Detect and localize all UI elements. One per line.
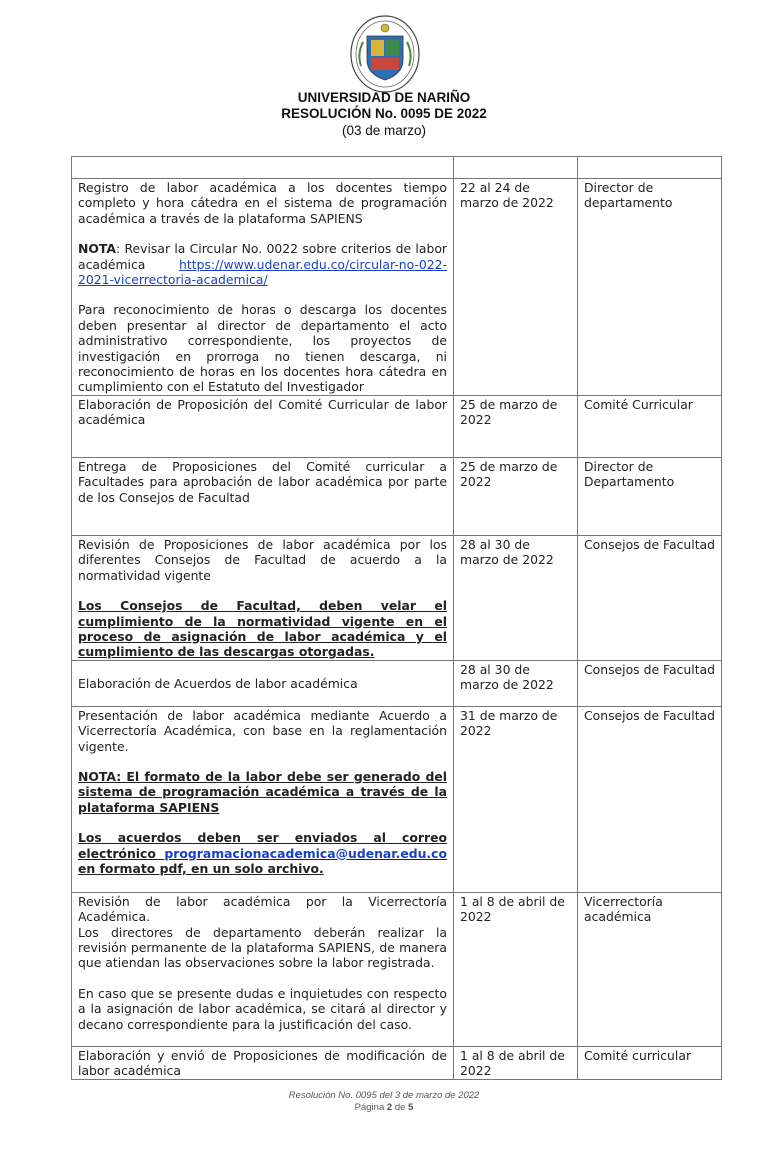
table-row — [72, 395, 722, 457]
date-cell: 31 de marzo de 2022 — [454, 706, 578, 892]
page-word: Página — [354, 1102, 387, 1113]
activity-text: Revisión de Proposiciones de labor académica por los diferentes Consejos de Facultad de acuerdo a la normatividad vigente — [78, 536, 447, 583]
activity-text: Revisión de labor académica por la Vicerrectoría Académica. — [78, 893, 447, 925]
responsible-cell: Comité curricular — [578, 1046, 722, 1079]
header-cell — [72, 157, 454, 179]
activity-text: En caso que se presente dudas e inquietudes con respecto a la asignación de labor académica, se citará al director y decano correspondiente para la justificación del caso. — [78, 985, 447, 1032]
footer-page-number — [0, 1102, 768, 1113]
note-label: NOTA — [78, 241, 116, 257]
activity-note — [78, 241, 447, 287]
email-note-text: Los acuerdos deben ser enviados al correo electrónico — [78, 830, 447, 861]
table-row — [72, 1046, 722, 1079]
date-cell: 1 al 8 de abril de 2022 — [454, 1046, 578, 1079]
schedule-table — [71, 156, 722, 1080]
activity-cell: Elaboración de Acuerdos de labor académica — [72, 660, 454, 706]
email-link[interactable]: programacionacademica@udenar.edu.co — [164, 845, 447, 861]
table-row — [72, 535, 722, 660]
responsible-cell: Consejos de Facultad — [578, 706, 722, 892]
activity-warning: Los Consejos de Facultad, deben velar el cumplimiento de la normatividad vigente en el proceso de asignación de labor académica y el cumplimiento de las descargas otorgadas. — [78, 598, 447, 660]
responsible-cell: Comité Curricular — [578, 395, 722, 457]
table-row — [72, 892, 722, 1046]
responsible-cell: Consejos de Facultad — [578, 660, 722, 706]
activity-cell — [72, 892, 454, 1046]
page-current: 2 — [386, 1102, 393, 1113]
circular-link[interactable]: https://www.udenar.edu.co/circular-no-022-2021-vicerrectoria-academica/ — [78, 256, 447, 288]
activity-text: Registro de labor académica a los docentes tiempo completo y hora cátedra en el sistema de programación académica a través de la plataforma SAPIENS — [78, 180, 447, 226]
email-note-text: en formato pdf, en un solo archivo. — [78, 860, 324, 876]
responsible-cell: Consejos de Facultad — [578, 535, 722, 660]
table-row — [72, 660, 722, 706]
note-text: : Revisar la Circular No. 0022 sobre criterios de labor académica — [78, 241, 447, 272]
activity-note: NOTA: El formato de la labor debe ser generado del sistema de programación académica a través de la plataforma SAPIENS — [78, 768, 447, 815]
footer-resolution: Resolución No. 0095 del 3 de marzo de 2022 — [288, 1090, 480, 1101]
activity-cell: Elaboración de Proposición del Comité Curricular de labor académica — [72, 395, 454, 457]
resolution-date: (03 de marzo) — [341, 123, 427, 138]
activity-cell: Entrega de Proposiciones del Comité curricular a Facultades para aprobación de labor académica por parte de los Consejos de Facultad — [72, 457, 454, 535]
page-total: 5 — [408, 1102, 414, 1113]
date-cell: 28 al 30 de marzo de 2022 — [454, 660, 578, 706]
date-cell: 28 al 30 de marzo de 2022 — [454, 535, 578, 660]
date-cell: 25 de marzo de 2022 — [454, 395, 578, 457]
activity-text: Presentación de labor académica mediante Acuerdo a Vicerrectoría Académica, con base en la reglamentación vigente. — [78, 707, 447, 754]
university-seal-logo — [349, 14, 421, 94]
page-of: de — [392, 1102, 409, 1113]
activity-cell — [72, 179, 454, 396]
header-cell — [578, 157, 722, 179]
table-row — [72, 706, 722, 892]
date-cell: 1 al 8 de abril de 2022 — [454, 892, 578, 1046]
header-cell — [454, 157, 578, 179]
date-cell: 25 de marzo de 2022 — [454, 457, 578, 535]
date-cell: 22 al 24 de marzo de 2022 — [454, 179, 578, 396]
table-header-row — [72, 157, 722, 179]
responsible-cell: Director de Departamento — [578, 457, 722, 535]
table-row — [72, 457, 722, 535]
activity-cell — [72, 535, 454, 660]
activity-text: Para reconocimiento de horas o descarga los docentes deben presentar al director de departamento el acto administrativo correspondiente, los proyectos de investigación en prorroga no tienen descarga, ni reconocimiento de horas en los docentes hora cátedra en cumplimiento con el Estatuto del Investigador — [78, 302, 447, 395]
university-name: UNIVERSIDAD DE NARIÑO — [297, 90, 471, 105]
resolution-number: RESOLUCIÓN No. 0095 DE 2022 — [281, 106, 487, 121]
activity-cell: Elaboración y envió de Proposiciones de modificación de labor académica — [72, 1046, 454, 1079]
activity-email-note — [78, 830, 447, 876]
activity-cell — [72, 706, 454, 892]
responsible-cell: Vicerrectoría académica — [578, 892, 722, 1046]
activity-text: Los directores de departamento deberán realizar la revisión permanente de la plataforma SAPIENS, de manera que atiendan las observaciones sobre la labor registrada. — [78, 924, 447, 971]
table-row — [72, 179, 722, 396]
responsible-cell: Director de departamento — [578, 179, 722, 396]
